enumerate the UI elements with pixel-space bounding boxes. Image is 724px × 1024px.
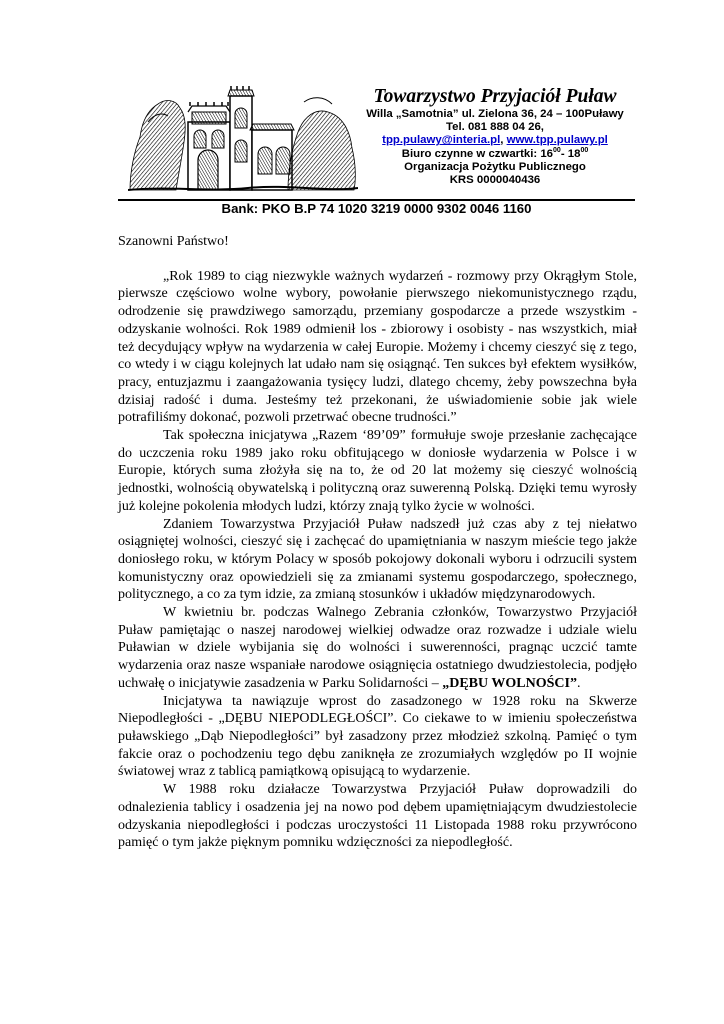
letter-body — [118, 233, 637, 852]
paragraph-4-text: W kwietniu br. podczas Walnego Zebrania członków, Towarzystwo Przyjaciół Puław pamiętając o naszej narodowej wielkiej odwadze oraz rozwadze i udziale wielu Puławian w dziele wybijania się do wolności i suwerenności, pragnąc uczcić tamte wydarzenia oraz nasze wspaniałe narodowe osiągnięcia ostatniego dwudziestolecia, podjęło uchwałę o inicjatywie zasadzenia w Parku Solidarności – — [118, 605, 637, 691]
bank-account: Bank: PKO B.P 74 1020 3219 0000 9302 0046 1160 — [221, 201, 532, 216]
paragraph-3: Zdaniem Towarzystwa Przyjaciół Puław nadszedł już czas aby z tej niełatwo osiągniętej wolności, cieszyć się i zachęcać do upamiętniania w naszym mieście tego jakże doniosłego roku, w którym Polacy w sposób pokojowy dokonali wyboru i odrzucili system komunistyczny oraz opowiedzieli się za zmianami systemu gospodarczego, społecznego, politycznego, a co za tym idzie, za zmianą stosunków i układów międzynarodowych. — [118, 516, 637, 603]
paragraph-4 — [118, 604, 637, 693]
paragraph-4-end: . — [576, 675, 581, 691]
link-separator: , — [500, 134, 507, 147]
organization-details — [360, 85, 630, 187]
email-link[interactable]: tpp.pulawy@interia.pl — [382, 134, 501, 147]
office-hours — [360, 148, 630, 161]
paragraph-6: W 1988 roku działacze Towarzystwa Przyjaciół Puław doprowadzili do odnalezienia tablicy i osadzenia jej na nowo pod dębem upamiętniającym dwudziestolecie odzyskania niepodległości i podczas uroczystości 11 Listopada 1988 roku przywrócono pamięć o tym jakże pięknym pomniku wdzięczności za niepodległość. — [118, 782, 637, 851]
paragraph-5: Inicjatywa ta nawiązuje wprost do zasadzonego w 1928 roku na Skwerze Niepodległości - „DĘBU NIEPODLEGŁOŚCI”. Co ciekawe to w imieniu społeczeństwa puławskiego „Dąb Niepodległości” był zasadzony przez młodzież szkolną. Pamięć o tym fakcie oraz o pochodzeniu tego dębu zaniknęła ze zrozumiałych względów po II wojnie światowej wraz z tablicą pamiątkową opisującą to wydarzenie. — [118, 693, 637, 780]
debu-wolnosci-emphasis: „DĘBU WOLNOŚCI” — [442, 675, 577, 691]
greeting: Szanowni Państwo! — [118, 234, 229, 249]
villa-samotnia-logo — [128, 82, 358, 194]
krs-number: KRS 0000040436 — [449, 174, 541, 187]
office-hours-to-minutes: 00 — [580, 146, 589, 154]
organization-name: Towarzystwo Przyjaciół Puław — [373, 86, 617, 107]
paragraph-1: „Rok 1989 to ciąg niezwykle ważnych wydarzeń - rozmowy przy Okrągłym Stole, pierwsze częściowo wolne wybory, powołanie pierwszego niekomunistycznego rządu, odrodzenie się prawdziwego samorządu, przemiany gospodarcze a przede wszystkim - odzyskanie wolności. Rok 1989 odmienił los - zbiorowy i osobisty - nas wszystkich, miał też decydujący wpływ na wydarzenia w całej Europie. Możemy i chcemy cieszyć się z tego, co wtedy i w ciągu kolejnych lat udało nam się osiągnąć. Ten sukces był efektem wysiłków, pracy, entuzjazmu i zaangażowania tysięcy ludzi, dlatego chcemy, żeby powszechna była dzisiaj radość i duma. Jesteśmy też przekonani, że uświadomienie sobie jak wiele potrafiliśmy dokonać, pozwoli przetrwać obecne trudności.” — [118, 268, 637, 426]
office-hours-to: - 18 — [560, 147, 581, 160]
letterhead — [128, 78, 628, 200]
organization-status: Organizacja Pożytku Publicznego — [404, 160, 586, 173]
address: Willa „Samotnia” ul. Zielona 36, 24 – 100Puławy — [366, 108, 624, 120]
phone: Tel. 081 888 04 26, — [446, 121, 544, 134]
contact-links — [360, 134, 630, 147]
office-hours-from-minutes: 00 — [553, 146, 561, 154]
office-hours-label: Biuro czynne w czwartki: 16 — [401, 147, 554, 160]
paragraph-2: Tak społeczna inicjatywa „Razem ‘89’09” formułuje swoje przesłanie zachęcające do uczczenia roku 1989 jako roku obfitującego w doniosłe wydarzenia w Polsce i w Europie, których suma złożyła się na to, że od 20 lat możemy się cieszyć wolnością jednostki, wolnością obywatelską i polityczną oraz suwerenną Polską. Dzięki temu wyrosły już kolejne pokolenia młodych ludzi, którzy znają tylko życie w wolności. — [118, 428, 637, 514]
website-link[interactable]: www.tpp.pulawy.pl — [506, 134, 608, 147]
